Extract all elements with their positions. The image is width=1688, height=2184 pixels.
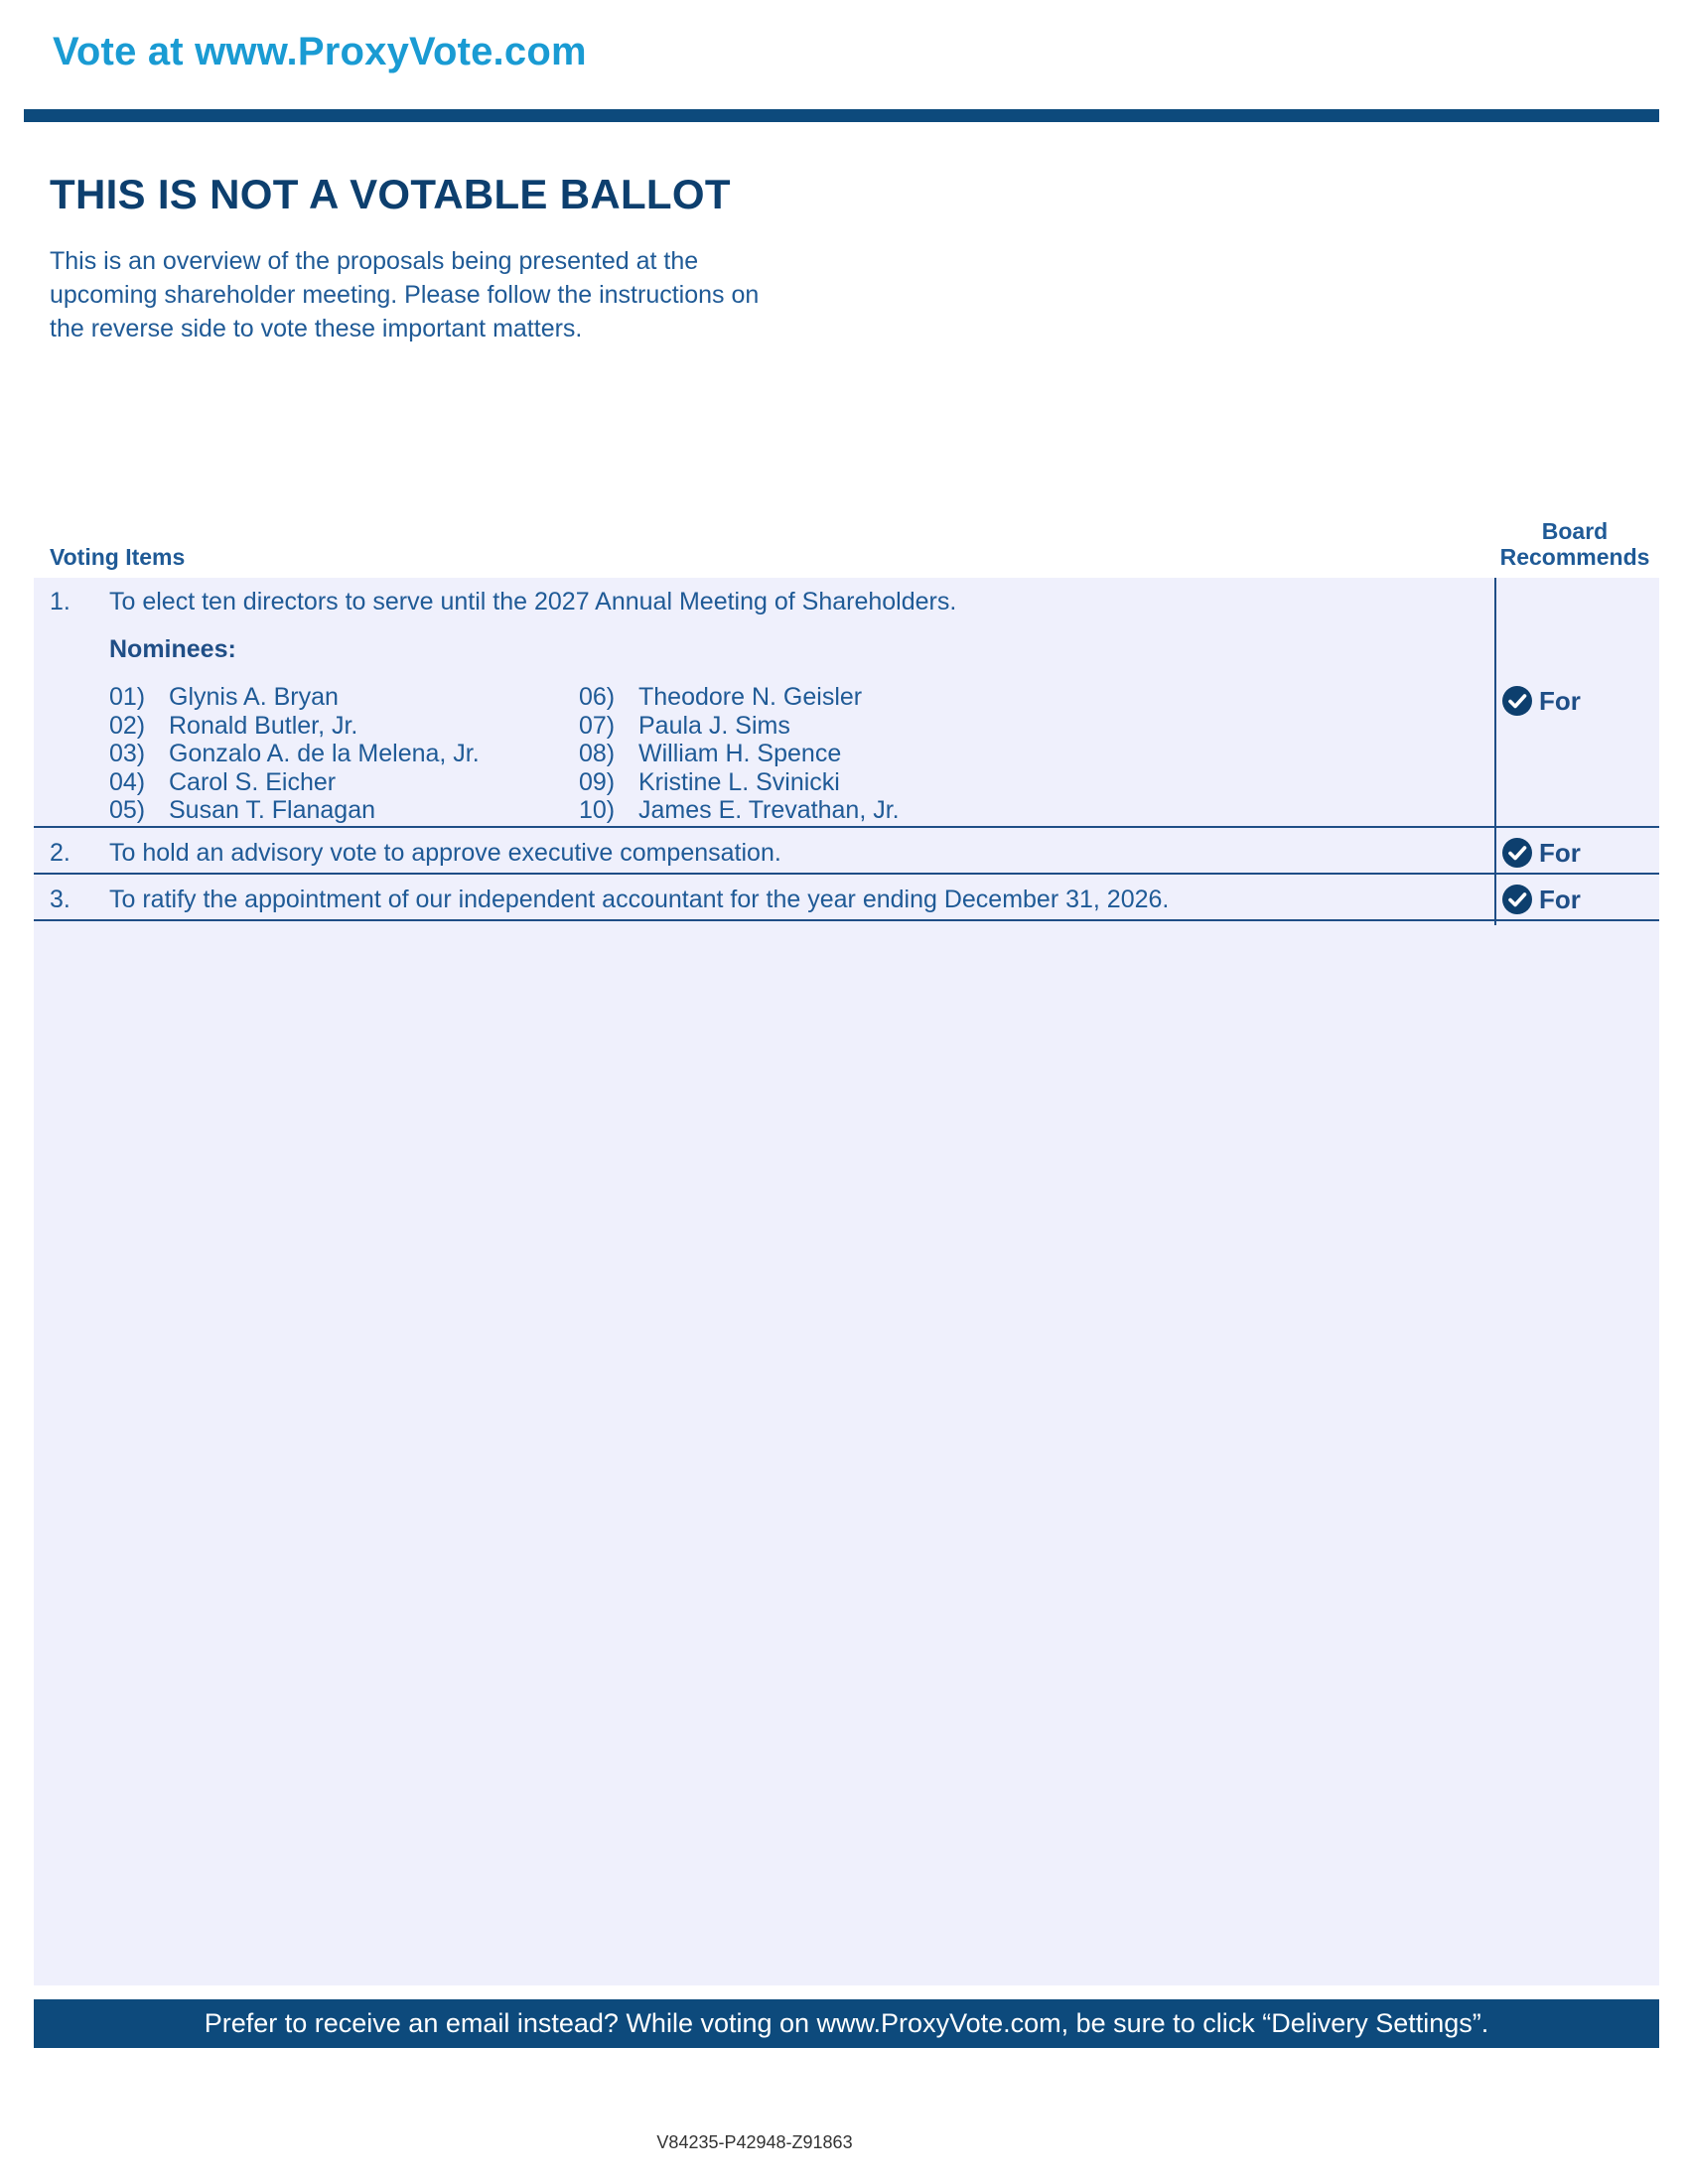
- nominee-name: Paula J. Sims: [638, 711, 790, 740]
- document-control-code: V84235-P42948-Z91863: [656, 2132, 853, 2152]
- nominee-number: 04): [109, 767, 146, 796]
- nominee-name: Carol S. Eicher: [169, 767, 337, 796]
- page-title: THIS IS NOT A VOTABLE BALLOT: [50, 171, 731, 217]
- intro-line: the reverse side to vote these important matters.: [50, 315, 583, 342]
- nominee-item: [109, 712, 480, 741]
- recommendation-label: For: [1539, 837, 1581, 868]
- row-divider: [34, 873, 1659, 875]
- board-header-line: Board: [1541, 518, 1609, 544]
- board-recommends-header: [1489, 518, 1660, 570]
- nominee-item: [579, 740, 900, 768]
- item-number: 1.: [50, 588, 70, 615]
- recommendation-for: [1501, 837, 1581, 869]
- nominee-number: 09): [579, 767, 616, 796]
- check-circle-icon: [1501, 884, 1533, 915]
- nominee-number: 06): [579, 683, 616, 711]
- row-divider: [34, 826, 1659, 828]
- nominee-number: 02): [109, 711, 146, 740]
- header-divider: [24, 109, 1659, 122]
- check-circle-icon: [1501, 837, 1533, 869]
- nominee-name: William H. Spence: [638, 740, 842, 767]
- nominee-name: Kristine L. Svinicki: [638, 767, 840, 796]
- nominee-name: Gonzalo A. de la Melena, Jr.: [169, 740, 480, 767]
- nominee-number: 07): [579, 711, 616, 740]
- row-divider: [34, 919, 1659, 921]
- nominee-item: [109, 740, 480, 768]
- nominee-item: [109, 683, 480, 712]
- nominee-item: [579, 712, 900, 741]
- nominee-number: 03): [109, 740, 146, 767]
- nominee-name: Ronald Butler, Jr.: [169, 711, 358, 740]
- intro-paragraph: [50, 244, 844, 345]
- nominee-number: 08): [579, 740, 616, 767]
- nominee-list-right: [579, 683, 900, 825]
- nominee-name: Theodore N. Geisler: [638, 683, 863, 711]
- nominee-item: [579, 683, 900, 712]
- recommendation-label: For: [1539, 685, 1581, 716]
- recommendation-for: [1501, 685, 1581, 717]
- recommendation-label: For: [1539, 884, 1581, 914]
- nominee-item: [579, 796, 900, 825]
- nominee-name: James E. Trevathan, Jr.: [638, 796, 900, 824]
- voting-items-header: Voting Items: [50, 544, 186, 570]
- intro-line: This is an overview of the proposals being presented at the: [50, 247, 699, 275]
- nominee-list-left: [109, 683, 480, 825]
- item-text: To elect ten directors to serve until the 2027 Annual Meeting of Shareholders.: [109, 588, 957, 615]
- item-text: To hold an advisory vote to approve executive compensation.: [109, 839, 781, 867]
- recommendation-for: [1501, 884, 1581, 915]
- nominee-item: [109, 796, 480, 825]
- item-number: 3.: [50, 886, 70, 913]
- nominee-name: Susan T. Flanagan: [169, 796, 376, 824]
- intro-line: upcoming shareholder meeting. Please follow the instructions on: [50, 281, 760, 309]
- email-delivery-banner: Prefer to receive an email instead? While voting on www.ProxyVote.com, be sure to click “Delivery Settings”.: [34, 1999, 1659, 2048]
- nominee-number: 01): [109, 683, 146, 711]
- item-number: 2.: [50, 839, 70, 867]
- board-header-line: Recommends: [1499, 544, 1650, 570]
- nominee-number: 10): [579, 796, 616, 824]
- item-text: To ratify the appointment of our independent accountant for the year ending December 31, 2026.: [109, 886, 1170, 913]
- check-circle-icon: [1501, 685, 1533, 717]
- nominee-number: 05): [109, 796, 146, 824]
- nominee-item: [579, 768, 900, 797]
- nominees-label: Nominees:: [109, 635, 236, 663]
- header-vote-url: Vote at www.ProxyVote.com: [53, 30, 587, 73]
- nominee-item: [109, 768, 480, 797]
- nominee-name: Glynis A. Bryan: [169, 683, 339, 711]
